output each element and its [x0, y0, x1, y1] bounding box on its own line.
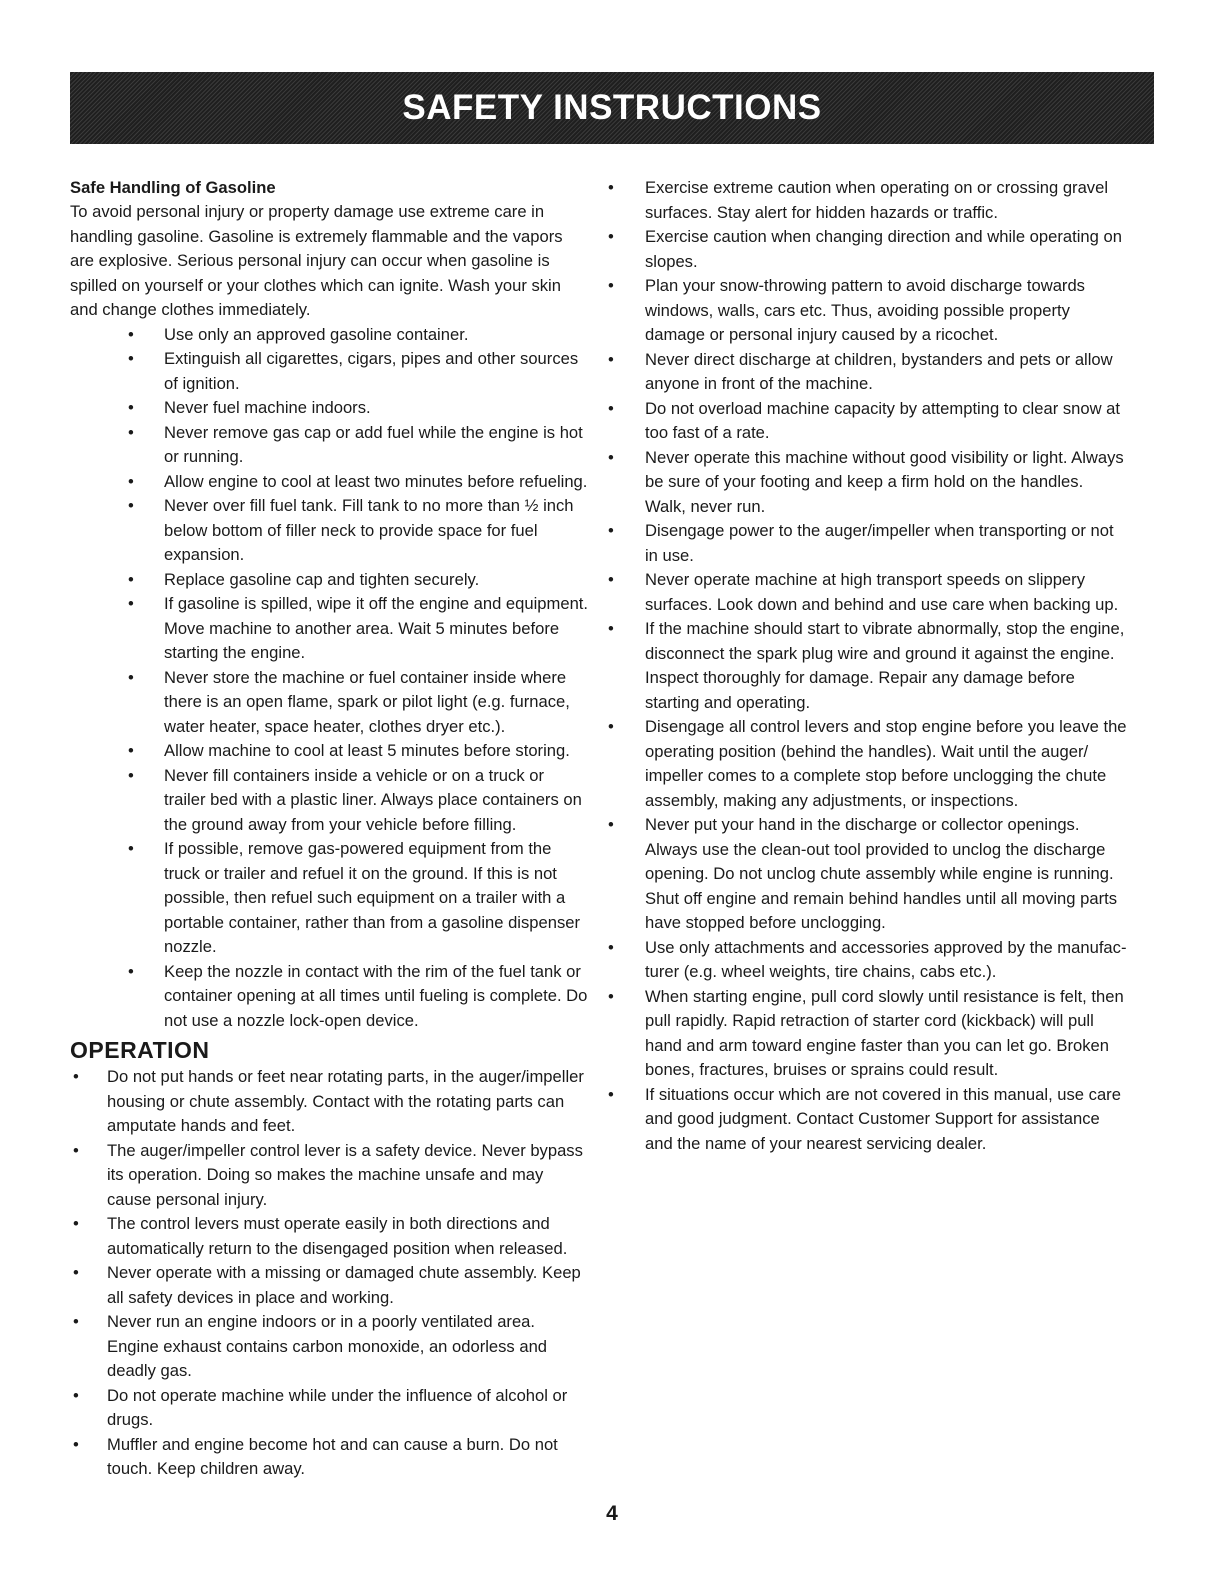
list-item: [70, 1384, 590, 1433]
list-item: [70, 1433, 590, 1482]
list-item-text: The control levers must operate easily in both directions and automatically return to the disengaged position when released.: [107, 1214, 568, 1258]
list-item-text: Do not overload machine capacity by attempting to clear snow at too fast of a rate.: [645, 398, 1121, 442]
list-item-text: Extinguish all cigarettes, cigars, pipes and other sources of ignition.: [164, 349, 579, 393]
list-item-text: Never operate with a missing or damaged chute assembly. Keep all safety devices in place and working.: [107, 1263, 581, 1307]
bullet-icon: •: [608, 815, 614, 834]
list-item: [604, 397, 1128, 446]
bullet-icon: •: [73, 1385, 79, 1405]
list-item-text: Exercise caution when changing direction and while operating on slopes.: [645, 227, 1122, 271]
list-item-text: Never store the machine or fuel container inside where there is an open flame, spark or pilot light (e.g. furnace, water heater, space heater, clothes dryer etc.).: [164, 667, 570, 736]
bullet-icon: •: [128, 594, 134, 613]
list-item: [70, 837, 590, 960]
list-item: [70, 421, 590, 470]
bullet-icon: •: [128, 961, 134, 981]
bullet-icon: •: [73, 1067, 79, 1086]
gasoline-intro: To avoid personal injury or property damage use extreme care in handling gasoline. Gasoline is extremely flammable and the vapors are explosive. Serious personal injury can occur when gasoline is spilled on yourself or your clothes which can ignite. Wash your skin and change clothes immediately.: [70, 202, 563, 319]
operation-heading: OPERATION: [70, 1037, 210, 1063]
bullet-icon: •: [128, 667, 134, 687]
list-item: [604, 274, 1128, 348]
list-item-text: Never put your hand in the discharge or collector openings. Always use the clean-out tool provided to unclog the discharge opening. Do not unclog chute assembly while engine is running. Shut off engine and remain behind handles until all moving parts have stopped before unclogging.: [645, 815, 1118, 932]
list-item: [604, 446, 1128, 520]
bullet-icon: •: [73, 1263, 79, 1282]
list-item-text: Muffler and engine become hot and can cause a burn. Do not touch. Keep children away.: [107, 1434, 558, 1478]
bullet-icon: •: [128, 349, 134, 368]
list-item-text: Never operate this machine without good visibility or light. Always be sure of your footing and keep a firm hold on the handles. Walk, never run.: [645, 447, 1124, 516]
bullet-icon: •: [128, 496, 134, 515]
bullet-icon: •: [128, 741, 134, 760]
bullet-icon: •: [608, 398, 614, 418]
bullet-icon: •: [608, 1084, 614, 1104]
list-item-text: Allow engine to cool at least two minutes before refueling.: [164, 471, 588, 491]
bullet-icon: •: [608, 619, 614, 638]
page-title: SAFETY INSTRUCTIONS: [402, 88, 822, 127]
bullet-icon: •: [608, 178, 614, 197]
list-item: [604, 348, 1128, 397]
bullet-icon: •: [608, 227, 614, 246]
list-item: [70, 396, 590, 421]
operation-continued-list: [604, 176, 1128, 1156]
list-item: [70, 764, 590, 838]
list-item: [70, 592, 590, 666]
bullet-icon: •: [73, 1312, 79, 1331]
list-item-text: When starting engine, pull cord slowly until resistance is felt, then pull rapidly. Rapid retraction of starter cord (kickback) will pull hand and arm toward engine faster than you can let go. Broken bones, fractures, bruises or sprains could result.: [645, 986, 1124, 1079]
section-banner: [70, 72, 1154, 144]
list-item-text: Never operate machine at high transport speeds on slippery surfaces. Look down and behind and use care when backing up.: [645, 570, 1119, 614]
list-item-text: Keep the nozzle in contact with the rim of the fuel tank or container opening at all times until fueling is complete. Do not use a nozzle lock-open device.: [164, 961, 588, 1030]
bullet-icon: •: [128, 422, 134, 442]
bullet-icon: •: [608, 349, 614, 369]
list-item-text: Never over fill fuel tank. Fill tank to no more than ½ inch below bottom of filler neck to provide space for fuel expansion.: [164, 496, 574, 564]
bullet-icon: •: [608, 717, 614, 736]
list-item: [604, 176, 1128, 225]
list-item-text: Never fill containers inside a vehicle or on a truck or trailer bed with a plastic liner. Always place containers on the ground away from your vehicle before filling.: [164, 765, 582, 834]
bullet-icon: •: [608, 570, 614, 589]
bullet-icon: •: [73, 1140, 79, 1160]
list-item: [604, 617, 1128, 715]
list-item-text: If situations occur which are not covered in this manual, use care and good judgment. Contact Customer Support for assistance and the name of your nearest servicing dealer.: [645, 1084, 1121, 1153]
list-item: [70, 323, 590, 348]
list-item: [70, 1065, 590, 1139]
list-item-text: Use only attachments and accessories approved by the manufac- turer (e.g. wheel weights, tire chains, cabs etc.).: [645, 937, 1127, 981]
list-item: [604, 1083, 1128, 1157]
list-item: [70, 960, 590, 1034]
list-item-text: Disengage power to the auger/impeller when transporting or not in use.: [645, 521, 1114, 565]
list-item: [604, 225, 1128, 274]
list-item-text: Plan your snow-throwing pattern to avoid discharge towards windows, walls, cars etc. Thus, avoiding possible property damage or personal injury caused by a ricochet.: [645, 276, 1085, 344]
list-item-text: Use only an approved gasoline container.: [164, 324, 469, 344]
list-item-text: Never run an engine indoors or in a poorly ventilated area. Engine exhaust contains carbon monoxide, an odorless and deadly gas.: [107, 1312, 548, 1380]
list-item: [70, 347, 590, 396]
list-item-text: Never direct discharge at children, bystanders and pets or allow anyone in front of the machine.: [645, 349, 1113, 393]
list-item-text: If the machine should start to vibrate abnormally, stop the engine, disconnect the spark plug wire and ground it against the engine. Inspect thoroughly for damage. Repair any damage before starting and operating.: [645, 619, 1125, 712]
bullet-icon: •: [608, 447, 614, 467]
list-item-text: Disengage all control levers and stop engine before you leave the operating position (behind the handles). Wait until the auger/ impeller comes to a complete stop before unclogging the chute assembly, making any adjustments, or inspections.: [645, 717, 1127, 810]
list-item-text: Do not put hands or feet near rotating parts, in the auger/impeller housing or chute assembly. Contact with the rotating parts can amputate hands and feet.: [107, 1067, 584, 1135]
bullet-icon: •: [128, 765, 134, 785]
list-item-text: Exercise extreme caution when operating on or crossing gravel surfaces. Stay alert for hidden hazards or traffic.: [645, 178, 1109, 222]
bullet-icon: •: [128, 471, 134, 491]
bullet-icon: •: [128, 398, 134, 417]
list-item-text: If gasoline is spilled, wipe it off the engine and equipment. Move machine to another area. Wait 5 minutes before starting the engine.: [164, 594, 589, 662]
list-item: [70, 470, 590, 495]
list-item-text: The auger/impeller control lever is a safety device. Never bypass its operation. Doing so makes the machine unsafe and may cause personal injury.: [107, 1140, 583, 1209]
left-column: [70, 176, 590, 1482]
list-item: [604, 936, 1128, 985]
bullet-icon: •: [608, 521, 614, 540]
list-item: [70, 739, 590, 764]
list-item: [604, 715, 1128, 813]
list-item-text: Allow machine to cool at least 5 minutes before storing.: [164, 741, 570, 760]
list-item-text: Never remove gas cap or add fuel while the engine is hot or running.: [164, 422, 583, 466]
list-item: [70, 1310, 590, 1384]
list-item: [604, 985, 1128, 1083]
list-item: [604, 519, 1128, 568]
list-item-text: Replace gasoline cap and tighten securely.: [164, 569, 480, 589]
bullet-icon: •: [128, 324, 134, 344]
list-item: [70, 1212, 590, 1261]
gasoline-bullet-list: [70, 323, 590, 1034]
bullet-icon: •: [128, 569, 134, 589]
operation-bullet-list: [70, 1065, 590, 1482]
bullet-icon: •: [73, 1214, 79, 1233]
list-item-text: If possible, remove gas-powered equipment from the truck or trailer and refuel it on the ground. If this is not possible, then refuel such equipment on a trailer with a portable container, rather than from a gasoline dispenser nozzle.: [164, 839, 581, 956]
bullet-icon: •: [73, 1434, 79, 1454]
list-item: [70, 568, 590, 593]
bullet-icon: •: [608, 276, 614, 295]
page-number: 4: [606, 1502, 618, 1525]
gasoline-heading: Safe Handling of Gasoline: [70, 178, 276, 197]
list-item: [604, 813, 1128, 936]
bullet-icon: •: [608, 937, 614, 957]
bullet-icon: •: [128, 839, 134, 858]
list-item-text: Never fuel machine indoors.: [164, 398, 371, 417]
list-item: [70, 1139, 590, 1213]
right-column: [604, 176, 1128, 1156]
list-item: [70, 494, 590, 568]
list-item: [70, 666, 590, 740]
list-item: [70, 1261, 590, 1310]
list-item: [604, 568, 1128, 617]
bullet-icon: •: [608, 986, 614, 1006]
list-item-text: Do not operate machine while under the influence of alcohol or drugs.: [107, 1385, 568, 1429]
